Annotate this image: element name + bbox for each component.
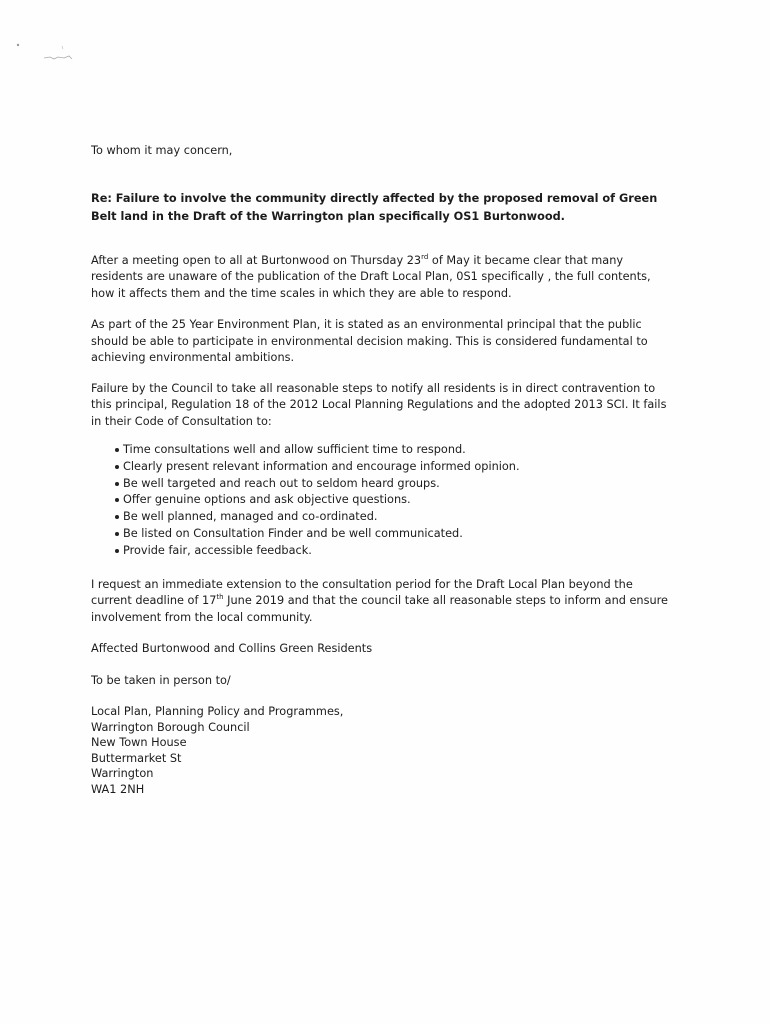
list-item: Provide fair, accessible feedback. (91, 543, 671, 560)
bullet-icon (115, 448, 119, 452)
paragraph-extension-text-a: I request an immediate extension to the consultation period for the Draft Local Plan beyond the current deadline of 17 (91, 577, 633, 608)
salutation: To whom it may concern, (91, 144, 233, 157)
scan-artifact-marks (14, 40, 84, 70)
paragraph-contravention: Failure by the Council to take all reasonable steps to notify all residents is in direct contravention to this principal, Regulation 18 of the 2012 Local Planning Regulations and the adopted 2013 SCI. It fails in their Code of Consultation to: (91, 381, 667, 428)
address-line: WA1 2NH (91, 782, 145, 796)
subject-line: Re: Failure to involve the community directly affected by the proposed removal of Green Belt land in the Draft of the Warrington plan specifically OS1 Burtonwood. (91, 191, 658, 223)
paragraph-meeting (91, 253, 671, 303)
delivery-instruction: To be taken in person to/ (91, 673, 231, 687)
paragraph-meeting-text-a: After a meeting open to all at Burtonwood on Thursday 23 (91, 253, 422, 267)
paragraph-meeting-text-b: of May it became clear that many residents are unaware of the publication of the Draft Local Plan, 0S1 specifically , the full contents, how it affects them and the time scales in which they are able to respond. (91, 253, 651, 300)
letter-body (91, 143, 671, 797)
paragraph-environment-plan: As part of the 25 Year Environment Plan, it is stated as an environmental principal that the public should be able to participate in environmental decision making. This is considered fundamental to achieving environmental ambitions. (91, 318, 648, 364)
address-line: Local Plan, Planning Policy and Programmes, (91, 705, 344, 719)
bullet-icon (115, 482, 119, 486)
paragraph-extension-request (91, 577, 671, 627)
recipient-address (91, 704, 671, 797)
ordinal-suffix-th: th (216, 593, 224, 602)
list-item: Clearly present relevant information and encourage informed opinion. (91, 459, 671, 476)
bullet-icon (115, 515, 119, 519)
list-item: Be listed on Consultation Finder and be well communicated. (91, 526, 671, 543)
paragraph-extension-text-b: June 2019 and that the council take all reasonable steps to inform and ensure involvement from the local community. (91, 594, 668, 624)
list-item: Be well planned, managed and co-ordinated. (91, 509, 671, 526)
list-item: Offer genuine options and ask objective questions. (91, 492, 671, 509)
bullet-icon (115, 465, 119, 469)
address-line: New Town House (91, 736, 187, 750)
ordinal-suffix-rd: rd (421, 252, 429, 261)
bullet-icon (115, 549, 119, 553)
list-item: Be well targeted and reach out to seldom heard groups. (91, 476, 671, 493)
list-item: Time consultations well and allow sufficient time to respond. (91, 442, 671, 459)
address-line: Warrington (91, 767, 154, 781)
code-of-consultation-list (91, 442, 671, 560)
address-line: Buttermarket St (91, 751, 182, 765)
signoff: Affected Burtonwood and Collins Green Residents (91, 642, 373, 656)
bullet-icon (115, 532, 119, 536)
bullet-icon (115, 498, 119, 502)
address-line: Warrington Borough Council (91, 720, 250, 734)
